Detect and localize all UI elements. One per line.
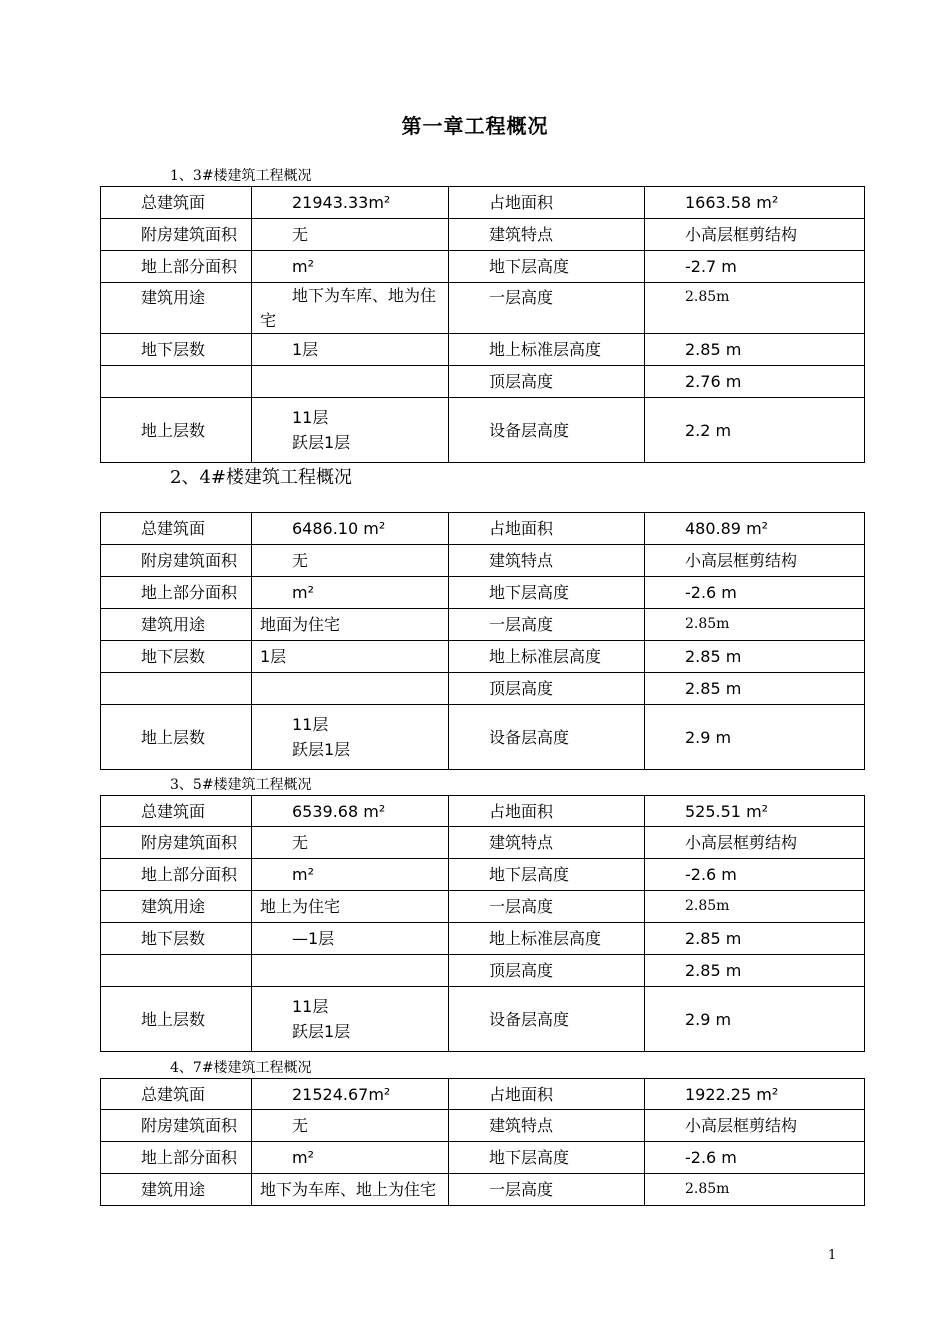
cell-value: 地面为住宅 (252, 609, 449, 641)
cell-label: 附房建筑面积 (101, 1110, 252, 1142)
cell-value: m² (252, 577, 449, 609)
cell-value: 11层 跃层1层 (252, 987, 449, 1052)
cell-value: 无 (252, 545, 449, 577)
cell-label: 地下层高度 (449, 251, 645, 283)
table-row (101, 219, 865, 251)
cell-value: 21524.67m² (252, 1079, 449, 1110)
cell-label: 地上层数 (101, 398, 252, 463)
table-row (101, 1142, 865, 1174)
cell-label: 地下层数 (101, 334, 252, 366)
cell-value: 2.85 m (645, 923, 865, 955)
cell-value: -2.6 m (645, 859, 865, 891)
chapter-title: 第一章工程概况 (401, 114, 549, 138)
cell-value: 1663.58 m² (645, 187, 865, 219)
cell-label: 地上标准层高度 (449, 641, 645, 673)
section-heading-3: 3、5#楼建筑工程概况 (170, 777, 312, 793)
cell-label (101, 673, 252, 705)
cell-value: 2.9 m (645, 987, 865, 1052)
table-row (101, 1079, 865, 1110)
cell-label: 占地面积 (449, 187, 645, 219)
cell-value: m² (252, 859, 449, 891)
cell-value: 1层 (252, 641, 449, 673)
cell-label: 一层高度 (449, 891, 645, 923)
cell-value: 小高层框剪结构 (645, 219, 865, 251)
cell-value: 2.85 m (645, 641, 865, 673)
cell-value: 无 (252, 827, 449, 859)
cell-value (252, 955, 449, 987)
cell-label: 建筑特点 (449, 1110, 645, 1142)
cell-value: 1922.25 m² (645, 1079, 865, 1110)
table-row (101, 923, 865, 955)
table-row (101, 398, 865, 463)
cell-label: 地上层数 (101, 705, 252, 770)
cell-label: 地上部分面积 (101, 251, 252, 283)
cell-value: m² (252, 251, 449, 283)
cell-value: 525.51 m² (645, 796, 865, 827)
table-row (101, 987, 865, 1052)
cell-value: -2.7 m (645, 251, 865, 283)
cell-label: 地下层高度 (449, 1142, 645, 1174)
table-row (101, 641, 865, 673)
cell-value: 11层 跃层1层 (252, 705, 449, 770)
cell-label: 总建筑面 (101, 796, 252, 827)
cell-label: 地下层数 (101, 923, 252, 955)
cell-label: 总建筑面 (101, 187, 252, 219)
cell-label: 顶层高度 (449, 673, 645, 705)
cell-value: 无 (252, 219, 449, 251)
cell-value: 2.9 m (645, 705, 865, 770)
cell-value: 小高层框剪结构 (645, 827, 865, 859)
cell-label: 建筑特点 (449, 545, 645, 577)
section-heading-2: 2、4#楼建筑工程概况 (170, 467, 352, 488)
cell-label: 建筑特点 (449, 219, 645, 251)
cell-value: 2.85 m (645, 334, 865, 366)
cell-value: m² (252, 1142, 449, 1174)
table-row (101, 1110, 865, 1142)
table-row (101, 673, 865, 705)
cell-value: 地上为住宅 (252, 891, 449, 923)
cell-label: 地上标准层高度 (449, 334, 645, 366)
cell-label: 地下层高度 (449, 859, 645, 891)
table-row (101, 577, 865, 609)
cell-value: 6486.10 m² (252, 513, 449, 545)
cell-value: 2.85m (645, 283, 865, 334)
cell-label: 设备层高度 (449, 705, 645, 770)
cell-label: 占地面积 (449, 513, 645, 545)
cell-label: 地上部分面积 (101, 1142, 252, 1174)
cell-label: 总建筑面 (101, 1079, 252, 1110)
cell-label: 地上部分面积 (101, 577, 252, 609)
cell-label: 建筑用途 (101, 283, 252, 334)
cell-label: 建筑用途 (101, 891, 252, 923)
cell-value: 2.85m (645, 1174, 865, 1206)
cell-label: 顶层高度 (449, 366, 645, 398)
section-heading-1: 1、3#楼建筑工程概况 (170, 168, 312, 184)
cell-label: 附房建筑面积 (101, 219, 252, 251)
table-row (101, 891, 865, 923)
cell-value: 地下为车库、地为住宅 (252, 283, 449, 334)
cell-label: 一层高度 (449, 1174, 645, 1206)
cell-label: 地上部分面积 (101, 859, 252, 891)
cell-value: 11层 跃层1层 (252, 398, 449, 463)
cell-label: 一层高度 (449, 609, 645, 641)
cell-label: 建筑特点 (449, 827, 645, 859)
cell-value: 小高层框剪结构 (645, 545, 865, 577)
section-heading-4: 4、7#楼建筑工程概况 (170, 1060, 312, 1076)
table-row (101, 609, 865, 641)
table-row (101, 796, 865, 827)
cell-label: 设备层高度 (449, 398, 645, 463)
cell-value (252, 673, 449, 705)
cell-label: 地下层高度 (449, 577, 645, 609)
cell-value: 6539.68 m² (252, 796, 449, 827)
cell-value: —1层 (252, 923, 449, 955)
cell-label: 地下层数 (101, 641, 252, 673)
cell-value: 2.2 m (645, 398, 865, 463)
cell-value: 小高层框剪结构 (645, 1110, 865, 1142)
table-row (101, 283, 865, 334)
cell-value: 21943.33m² (252, 187, 449, 219)
overview-table-3 (100, 186, 865, 463)
cell-label: 地上标准层高度 (449, 923, 645, 955)
cell-label (101, 955, 252, 987)
cell-label: 附房建筑面积 (101, 545, 252, 577)
cell-label: 一层高度 (449, 283, 645, 334)
cell-value: 1层 (252, 334, 449, 366)
overview-table-7 (100, 1078, 865, 1206)
table-row (101, 827, 865, 859)
cell-value (252, 366, 449, 398)
cell-value: 无 (252, 1110, 449, 1142)
cell-value: -2.6 m (645, 577, 865, 609)
cell-value: 2.85 m (645, 955, 865, 987)
table-row (101, 955, 865, 987)
table-row (101, 187, 865, 219)
cell-label (101, 366, 252, 398)
cell-label: 地上层数 (101, 987, 252, 1052)
cell-value: 480.89 m² (645, 513, 865, 545)
cell-value: -2.6 m (645, 1142, 865, 1174)
cell-value: 2.85m (645, 609, 865, 641)
table-row (101, 545, 865, 577)
cell-label: 附房建筑面积 (101, 827, 252, 859)
table-row (101, 334, 865, 366)
cell-value: 2.76 m (645, 366, 865, 398)
table-row (101, 705, 865, 770)
cell-label: 建筑用途 (101, 1174, 252, 1206)
cell-value: 2.85 m (645, 673, 865, 705)
cell-label: 占地面积 (449, 1079, 645, 1110)
cell-label: 顶层高度 (449, 955, 645, 987)
overview-table-5 (100, 795, 865, 1052)
page-number: 1 (828, 1248, 837, 1263)
cell-label: 占地面积 (449, 796, 645, 827)
table-row (101, 366, 865, 398)
cell-label: 总建筑面 (101, 513, 252, 545)
cell-label: 设备层高度 (449, 987, 645, 1052)
overview-table-4 (100, 512, 865, 770)
cell-value: 2.85m (645, 891, 865, 923)
cell-label: 建筑用途 (101, 609, 252, 641)
table-row (101, 1174, 865, 1206)
cell-value: 地下为车库、地上为住宅 (252, 1174, 449, 1206)
table-row (101, 859, 865, 891)
table-row (101, 513, 865, 545)
table-row (101, 251, 865, 283)
